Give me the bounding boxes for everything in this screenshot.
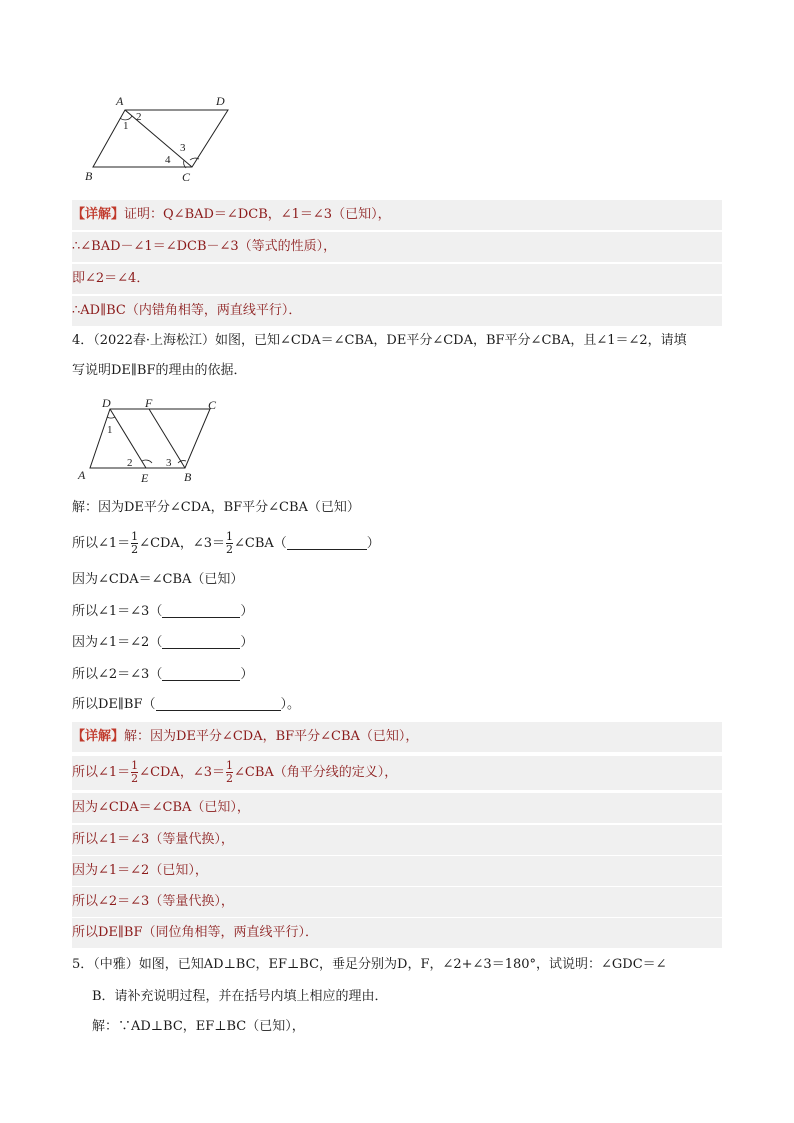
q4-blank-line-4: 所以∠1＝∠3（ ） <box>72 597 722 627</box>
fraction-half: $\frac{1}{2}$ <box>131 759 139 785</box>
question-5-line-1: 5．（中雅）如图，已知AD⊥BC，EF⊥BC，垂足分别为D，F，∠2+∠3＝180°，试说明：∠GDC＝∠ <box>72 957 667 972</box>
q4-blank-line-6: 所以∠2＝∠3（ ） <box>72 660 722 690</box>
answer-blank[interactable] <box>156 694 281 711</box>
label-f: F <box>145 396 153 410</box>
question-5-line-2: B．请补充说明过程，并在括号内填上相应的理由． <box>92 989 388 1004</box>
q4-blank-line-3: 因为∠CDA＝∠CBA（已知） <box>72 572 244 587</box>
q4-answer-line-4: 所以∠1＝∠3（等量代换）， <box>72 825 722 855</box>
fraction-half: $\frac{1}{2}$ <box>226 759 233 785</box>
answer-blank[interactable] <box>162 601 240 618</box>
q4-blank-line-7: 所以DE∥BF（ ）。 <box>72 690 722 720</box>
label-b: B <box>85 169 93 183</box>
angle-3: 3 <box>180 142 186 154</box>
detail-tag: 【详解】 <box>72 207 125 222</box>
q4-answer-line-1: 【详解】解：因为DE平分∠CDA，BF平分∠CBA（已知）， <box>72 722 722 752</box>
figure-parallelogram-abcd <box>80 90 240 185</box>
angle-2: 2 <box>136 111 142 123</box>
question-4-line-1: 4．（2022春·上海松江）如图，已知∠CDA＝∠CBA，DE平分∠CDA，BF平分∠CBA，且∠1＝∠2，请填 <box>72 333 687 348</box>
label-c: C <box>182 170 191 184</box>
prev-solution-line-4: ∴AD∥BC（内错角相等，两直线平行）． <box>72 296 722 326</box>
q4-blank-line-2: 所以∠1＝ $\frac{1}{2}$ ∠CDA，∠3＝ $\frac{1}{2}$ ∠CBA（ ） <box>72 530 380 556</box>
detail-tag: 【详解】 <box>72 729 125 744</box>
fraction-half: $\frac{1}{2}$ <box>131 530 139 556</box>
angle-1: 1 <box>123 120 129 132</box>
answer-blank[interactable] <box>287 533 367 550</box>
prev-solution-line-1 <box>72 200 722 230</box>
label-b2: B <box>184 470 192 484</box>
figure-parallelogram-defb <box>72 395 232 490</box>
question-4-line-2: 写说明DE∥BF的理由的依据． <box>72 363 247 378</box>
q4-answer-line-5: 因为∠1＝∠2（已知）， <box>72 856 722 886</box>
q4-answer-line-6: 所以∠2＝∠3（等量代换）， <box>72 887 722 917</box>
prev-solution-line-3: 即∠2＝∠4． <box>72 264 722 294</box>
answer-blank[interactable] <box>162 664 240 681</box>
angle-3b: 3 <box>166 457 172 469</box>
q4-answer-line-7: 所以DE∥BF（同位角相等，两直线平行）． <box>72 918 722 948</box>
prev-solution-text-1: 证明：Q∠BAD＝∠DCB，∠1＝∠3（已知）， <box>124 207 391 222</box>
prev-solution-line-2: ∴∠BAD－∠1＝∠DCB－∠3（等式的性质）， <box>72 232 722 262</box>
angle-1b: 1 <box>107 424 113 436</box>
label-a2: A <box>78 468 86 482</box>
angle-4: 4 <box>165 154 171 166</box>
fraction-half: $\frac{1}{2}$ <box>226 530 233 556</box>
label-e: E <box>141 471 149 485</box>
label-c2: C <box>208 398 217 412</box>
q4-blank-line-5: 因为∠1＝∠2（ ） <box>72 628 722 658</box>
label-a: A <box>116 94 124 108</box>
q4-answer-line-2: 所以∠1＝ $\frac{1}{2}$ ∠CDA，∠3＝ $\frac{1}{2}$ ∠CBA（角平分线的定义）， <box>72 756 722 790</box>
answer-blank[interactable] <box>162 632 240 649</box>
label-d2: D <box>102 396 111 410</box>
question-5-line-3: 解：∵AD⊥BC，EF⊥BC（已知）， <box>92 1019 305 1034</box>
angle-2b: 2 <box>127 457 133 469</box>
label-d: D <box>216 94 225 108</box>
q4-blank-line-1: 解：因为DE平分∠CDA，BF平分∠CBA（已知） <box>72 500 360 515</box>
q4-answer-line-3: 因为∠CDA＝∠CBA（已知）， <box>72 793 722 823</box>
